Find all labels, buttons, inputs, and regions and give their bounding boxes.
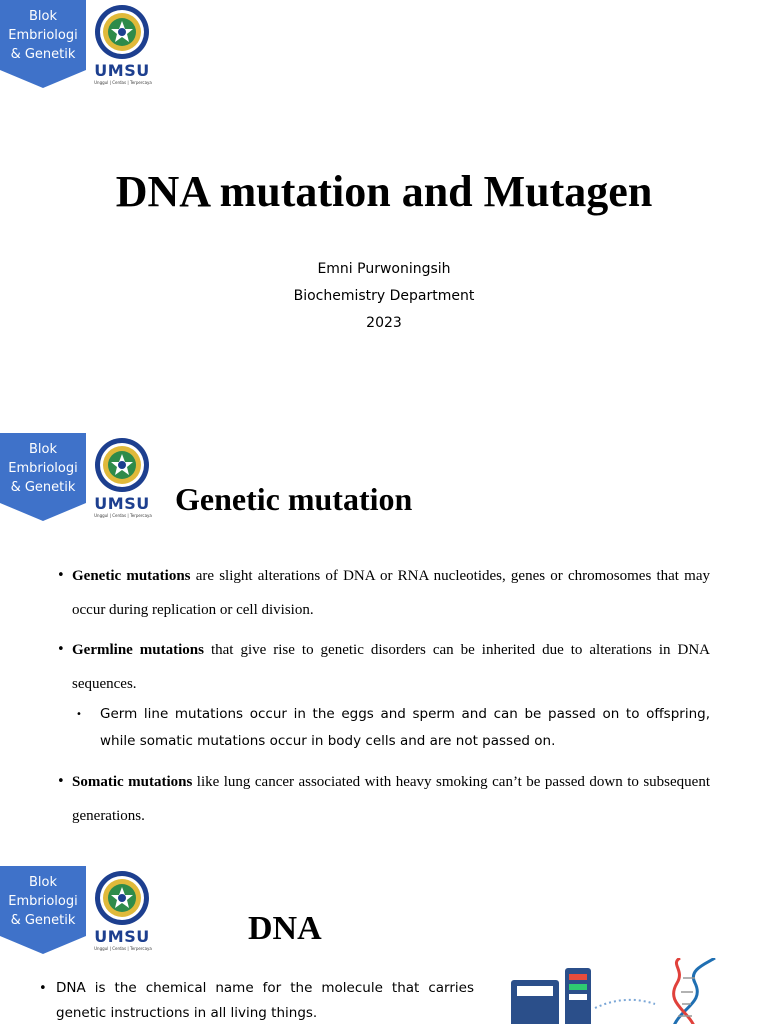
slide-separator	[0, 410, 768, 433]
ribbon-line-2: Embriologi	[8, 894, 78, 909]
title-slide	[0, 0, 768, 410]
university-seal-icon	[90, 437, 154, 493]
list-item	[56, 765, 710, 833]
logo-motto: Unggul | Cerdas | Terpercaya	[94, 80, 152, 85]
author-name: Emni Purwoningsih	[317, 261, 451, 277]
bullet-text: like lung cancer associated with heavy smoking can’t be passed down to subsequent generations.	[72, 774, 710, 824]
logo-name: UMSU	[94, 927, 150, 946]
ribbon-text	[0, 440, 86, 497]
list-item	[56, 633, 710, 701]
university-seal-icon	[90, 870, 154, 926]
mutation-bullet-list	[56, 559, 710, 833]
logo-motto: Unggul | Cerdas | Terpercaya	[94, 946, 152, 951]
ribbon-text	[0, 7, 86, 64]
bullet-term: Somatic mutations	[72, 774, 193, 790]
umsu-logo	[89, 437, 157, 521]
umsu-logo	[89, 870, 157, 954]
department-name: Biochemistry Department	[293, 288, 475, 304]
ribbon-line-2: Embriologi	[8, 461, 78, 476]
ribbon-line-3: & Genetik	[10, 47, 76, 62]
list-item: • DNA is the chemical name for the molecule that carries genetic instructions in all living things.	[38, 976, 474, 1024]
slide-title: DNA	[248, 910, 322, 947]
university-seal-icon	[90, 4, 154, 60]
presentation-title: DNA mutation and Mutagen	[115, 167, 653, 216]
bullet-term: Genetic mutations	[72, 568, 191, 584]
slide-separator	[0, 843, 768, 866]
block-ribbon-badge	[0, 0, 86, 88]
slide-title: Genetic mutation	[175, 481, 413, 517]
dna-slide	[0, 866, 768, 1024]
logo-motto: Unggul | Cerdas | Terpercaya	[94, 513, 152, 518]
genetic-mutation-slide	[0, 433, 768, 843]
presentation-year: 2023	[366, 315, 402, 331]
ribbon-line-1: Blok	[28, 442, 57, 457]
ribbon-line-1: Blok	[28, 875, 57, 890]
bullet-term: Germline mutations	[72, 642, 204, 658]
bullet-text: that give rise to genetic disorders can be inherited due to alterations in DNA sequences.	[72, 642, 710, 692]
logo-name: UMSU	[94, 61, 150, 80]
block-ribbon-badge	[0, 866, 86, 954]
ribbon-line-3: & Genetik	[10, 913, 76, 928]
dna-double-helix-icon	[505, 958, 725, 1024]
presentation-subtitle	[0, 256, 768, 337]
ribbon-text	[0, 873, 86, 930]
dna-bullet-list	[38, 976, 474, 1024]
ribbon-line-3: & Genetik	[10, 480, 76, 495]
list-item	[56, 559, 710, 627]
ribbon-line-2: Embriologi	[8, 28, 78, 43]
block-ribbon-badge	[0, 433, 86, 521]
umsu-logo	[89, 4, 157, 88]
logo-name: UMSU	[94, 494, 150, 513]
bullet-text: are slight alterations of DNA or RNA nucleotides, genes or chromosomes that may occur during replication or cell division.	[72, 568, 710, 618]
ribbon-line-1: Blok	[28, 9, 57, 24]
sub-bullet-text: Germ line mutations occur in the eggs and sperm and can be passed on to offspring, while somatic mutations occur in body cells and are not passed on.	[100, 706, 710, 749]
list-sub-item	[56, 701, 710, 755]
